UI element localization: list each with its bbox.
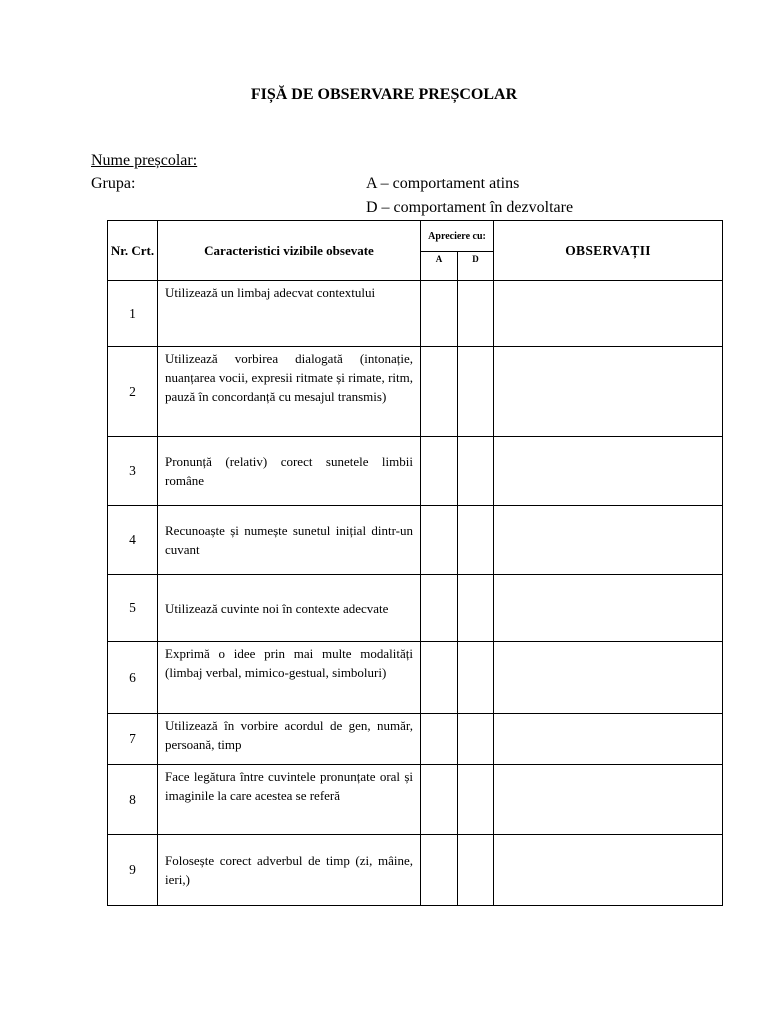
cell-d[interactable] (458, 506, 494, 575)
cell-a[interactable] (421, 714, 458, 765)
row-characteristic: Face legătura între cuvintele pronunțate oral și imaginile la care acestea se referă (158, 765, 421, 835)
cell-d[interactable] (458, 714, 494, 765)
row-characteristic: Recunoaște și numește sunetul inițial dintr-un cuvant (158, 506, 421, 575)
table-row (108, 506, 723, 575)
row-characteristic: Utilizează vorbirea dialogată (intonație, nuanțarea vocii, expresii ritmate și rimate, ritm, pauză în concordanță cu mesajul transmis) (158, 347, 421, 437)
table-row (108, 765, 723, 835)
table-row (108, 347, 723, 437)
row-characteristic: Exprimă o idee prin mai multe modalități (limbaj verbal, mimico-gestual, simboluri) (158, 642, 421, 714)
cell-observations[interactable] (494, 765, 723, 835)
cell-a[interactable] (421, 347, 458, 437)
table-row (108, 575, 723, 642)
row-number: 2 (108, 347, 158, 437)
cell-a[interactable] (421, 765, 458, 835)
row-characteristic: Utilizează cuvinte noi în contexte adecvate (158, 575, 421, 642)
cell-observations[interactable] (494, 281, 723, 347)
cell-a[interactable] (421, 835, 458, 906)
header-appreciation: Apreciere cu: (421, 221, 494, 252)
group-label: Grupa: (91, 175, 136, 192)
cell-a[interactable] (421, 437, 458, 506)
cell-d[interactable] (458, 835, 494, 906)
table-row (108, 281, 723, 347)
cell-d[interactable] (458, 642, 494, 714)
header-characteristics: Caracteristici vizibile obsevate (158, 221, 421, 281)
header-observations: OBSERVAȚII (494, 221, 723, 281)
row-characteristic: Utilizează în vorbire acordul de gen, număr, persoană, timp (158, 714, 421, 765)
cell-observations[interactable] (494, 835, 723, 906)
cell-a[interactable] (421, 575, 458, 642)
observation-table (107, 220, 723, 906)
cell-a[interactable] (421, 281, 458, 347)
header-nr: Nr. Crt. (108, 221, 158, 281)
row-number: 3 (108, 437, 158, 506)
table-row (108, 714, 723, 765)
header-a: A (421, 252, 458, 281)
table-row (108, 437, 723, 506)
legend-d: D – comportament în dezvoltare (366, 199, 574, 216)
row-number: 8 (108, 765, 158, 835)
row-number: 9 (108, 835, 158, 906)
cell-d[interactable] (458, 575, 494, 642)
cell-a[interactable] (421, 506, 458, 575)
cell-d[interactable] (458, 347, 494, 437)
header-d: D (458, 252, 494, 281)
table-row (108, 835, 723, 906)
cell-observations[interactable] (494, 347, 723, 437)
row-number: 4 (108, 506, 158, 575)
table-header-row (108, 221, 723, 252)
cell-observations[interactable] (494, 575, 723, 642)
legend-a: A – comportament atins (366, 175, 520, 192)
cell-a[interactable] (421, 642, 458, 714)
row-number: 1 (108, 281, 158, 347)
row-characteristic: Folosește corect adverbul de timp (zi, mâine, ieri,) (158, 835, 421, 906)
cell-observations[interactable] (494, 714, 723, 765)
cell-observations[interactable] (494, 437, 723, 506)
row-number: 5 (108, 575, 158, 642)
cell-d[interactable] (458, 281, 494, 347)
row-number: 6 (108, 642, 158, 714)
cell-d[interactable] (458, 765, 494, 835)
row-characteristic: Utilizează un limbaj adecvat contextului (158, 281, 421, 347)
cell-observations[interactable] (494, 642, 723, 714)
page-title: FIȘĂ DE OBSERVARE PREȘCOLAR (250, 86, 518, 103)
cell-d[interactable] (458, 437, 494, 506)
row-number: 7 (108, 714, 158, 765)
child-name-field (91, 152, 197, 170)
row-characteristic: Pronunță (relativ) corect sunetele limbii române (158, 437, 421, 506)
child-name-label: Nume preșcolar: (91, 152, 198, 169)
table-row (108, 642, 723, 714)
cell-observations[interactable] (494, 506, 723, 575)
